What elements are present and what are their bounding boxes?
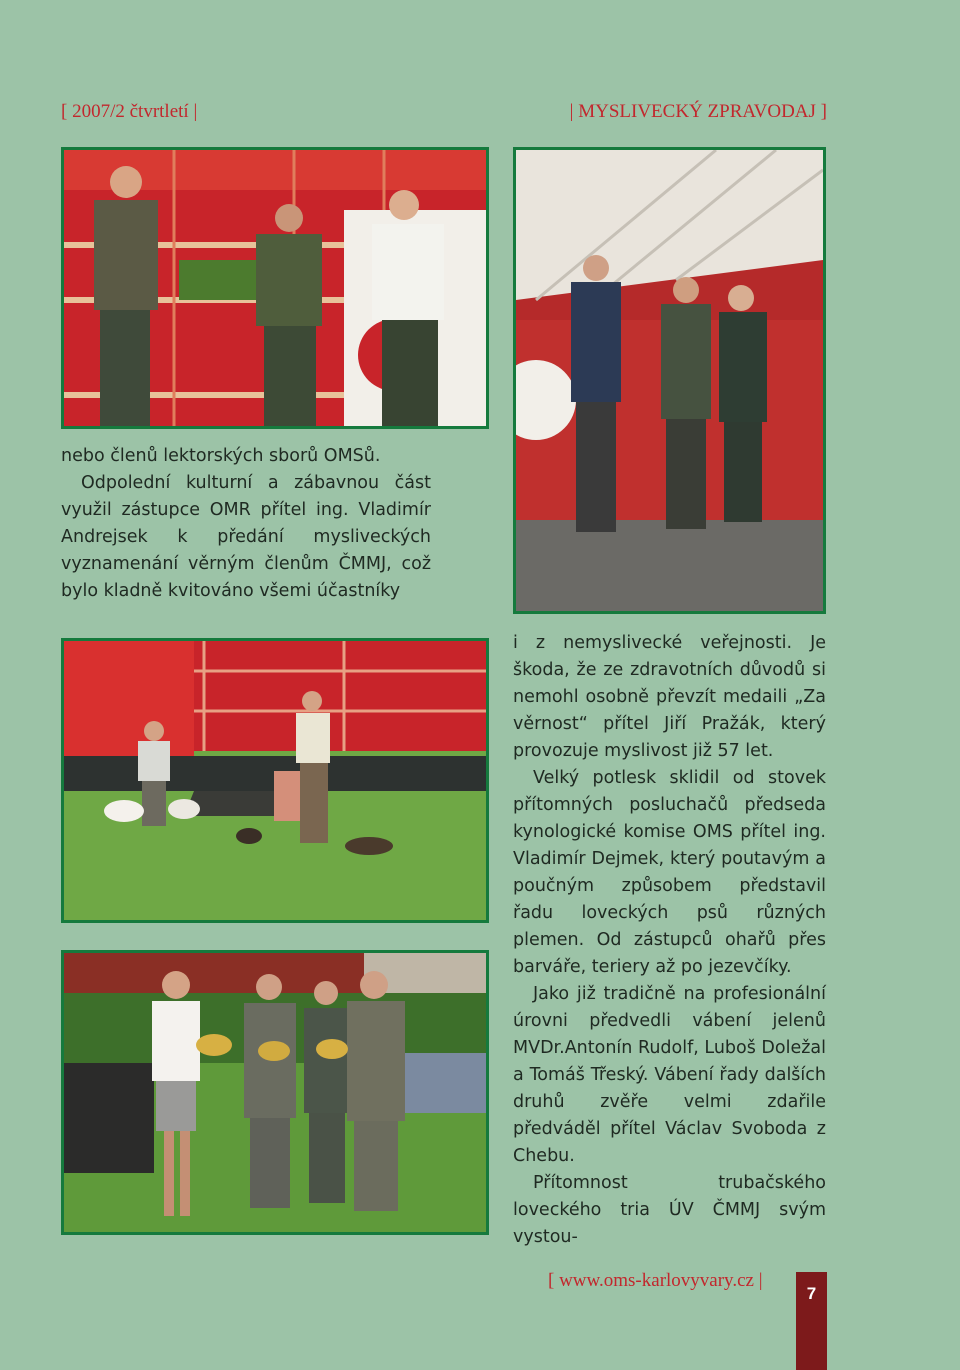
award-ceremony-stage-photo	[513, 147, 826, 614]
header-issue: [ 2007/2 čtvrtletí |	[61, 101, 198, 122]
paragraph: i z nemyslivecké veřejnosti. Je škoda, že ze zdravotních důvodů si nemohl osobně převzít medaili „Za věrnost“ přítel Jiří Pražák, který provozuje myslivost již 57 let.	[513, 633, 826, 761]
paragraph: nebo členů lektorských sborů OMSů.	[61, 446, 381, 466]
header-magazine-title: | MYSLIVECKÝ ZPRAVODAJ ]	[569, 101, 827, 122]
paragraph: Odpolední kulturní a zábavnou část využil zástupce OMR přítel ing. Vladimír Andrejsek k předání mysliveckých vyznamenání věrným členům ČMMJ, což bylo kladně kvitováno všemi účastníky	[61, 473, 431, 601]
article-text-left-column	[61, 443, 431, 605]
three-hunters-singing-photo	[61, 147, 489, 429]
paragraph: Jako již tradičně na profesionální úrovni předvedli vábení jelenů MVDr.Antonín Rudolf, Luboš Doležal a Tomáš Třeský. Vábení řady dalších druhů zvěře velmi zdařile předváděl přítel Václav Svoboda z Chebu.	[513, 984, 826, 1166]
footer-website-link[interactable]: [ www.oms-karlovyvary.cz |	[548, 1270, 763, 1291]
paragraph: Přítomnost trubačského loveckého tria ÚV ČMMJ svým vystou-	[513, 1173, 826, 1247]
dog-presentation-photo	[61, 638, 489, 923]
article-text-right-column	[513, 630, 826, 1251]
page-number: 7	[806, 1284, 817, 1303]
horn-trio-photo	[61, 950, 489, 1235]
page-number-badge	[796, 1272, 827, 1370]
paragraph: Velký potlesk sklidil od stovek přítomných posluchačů předseda kynologické komise OMS přítel ing. Vladimír Dejmek, který poutavým a poučným způsobem představil řadu loveckých psů různých plemen. Od zástupců ohařů přes barváře, teriery až po jezevčíky.	[513, 768, 826, 977]
